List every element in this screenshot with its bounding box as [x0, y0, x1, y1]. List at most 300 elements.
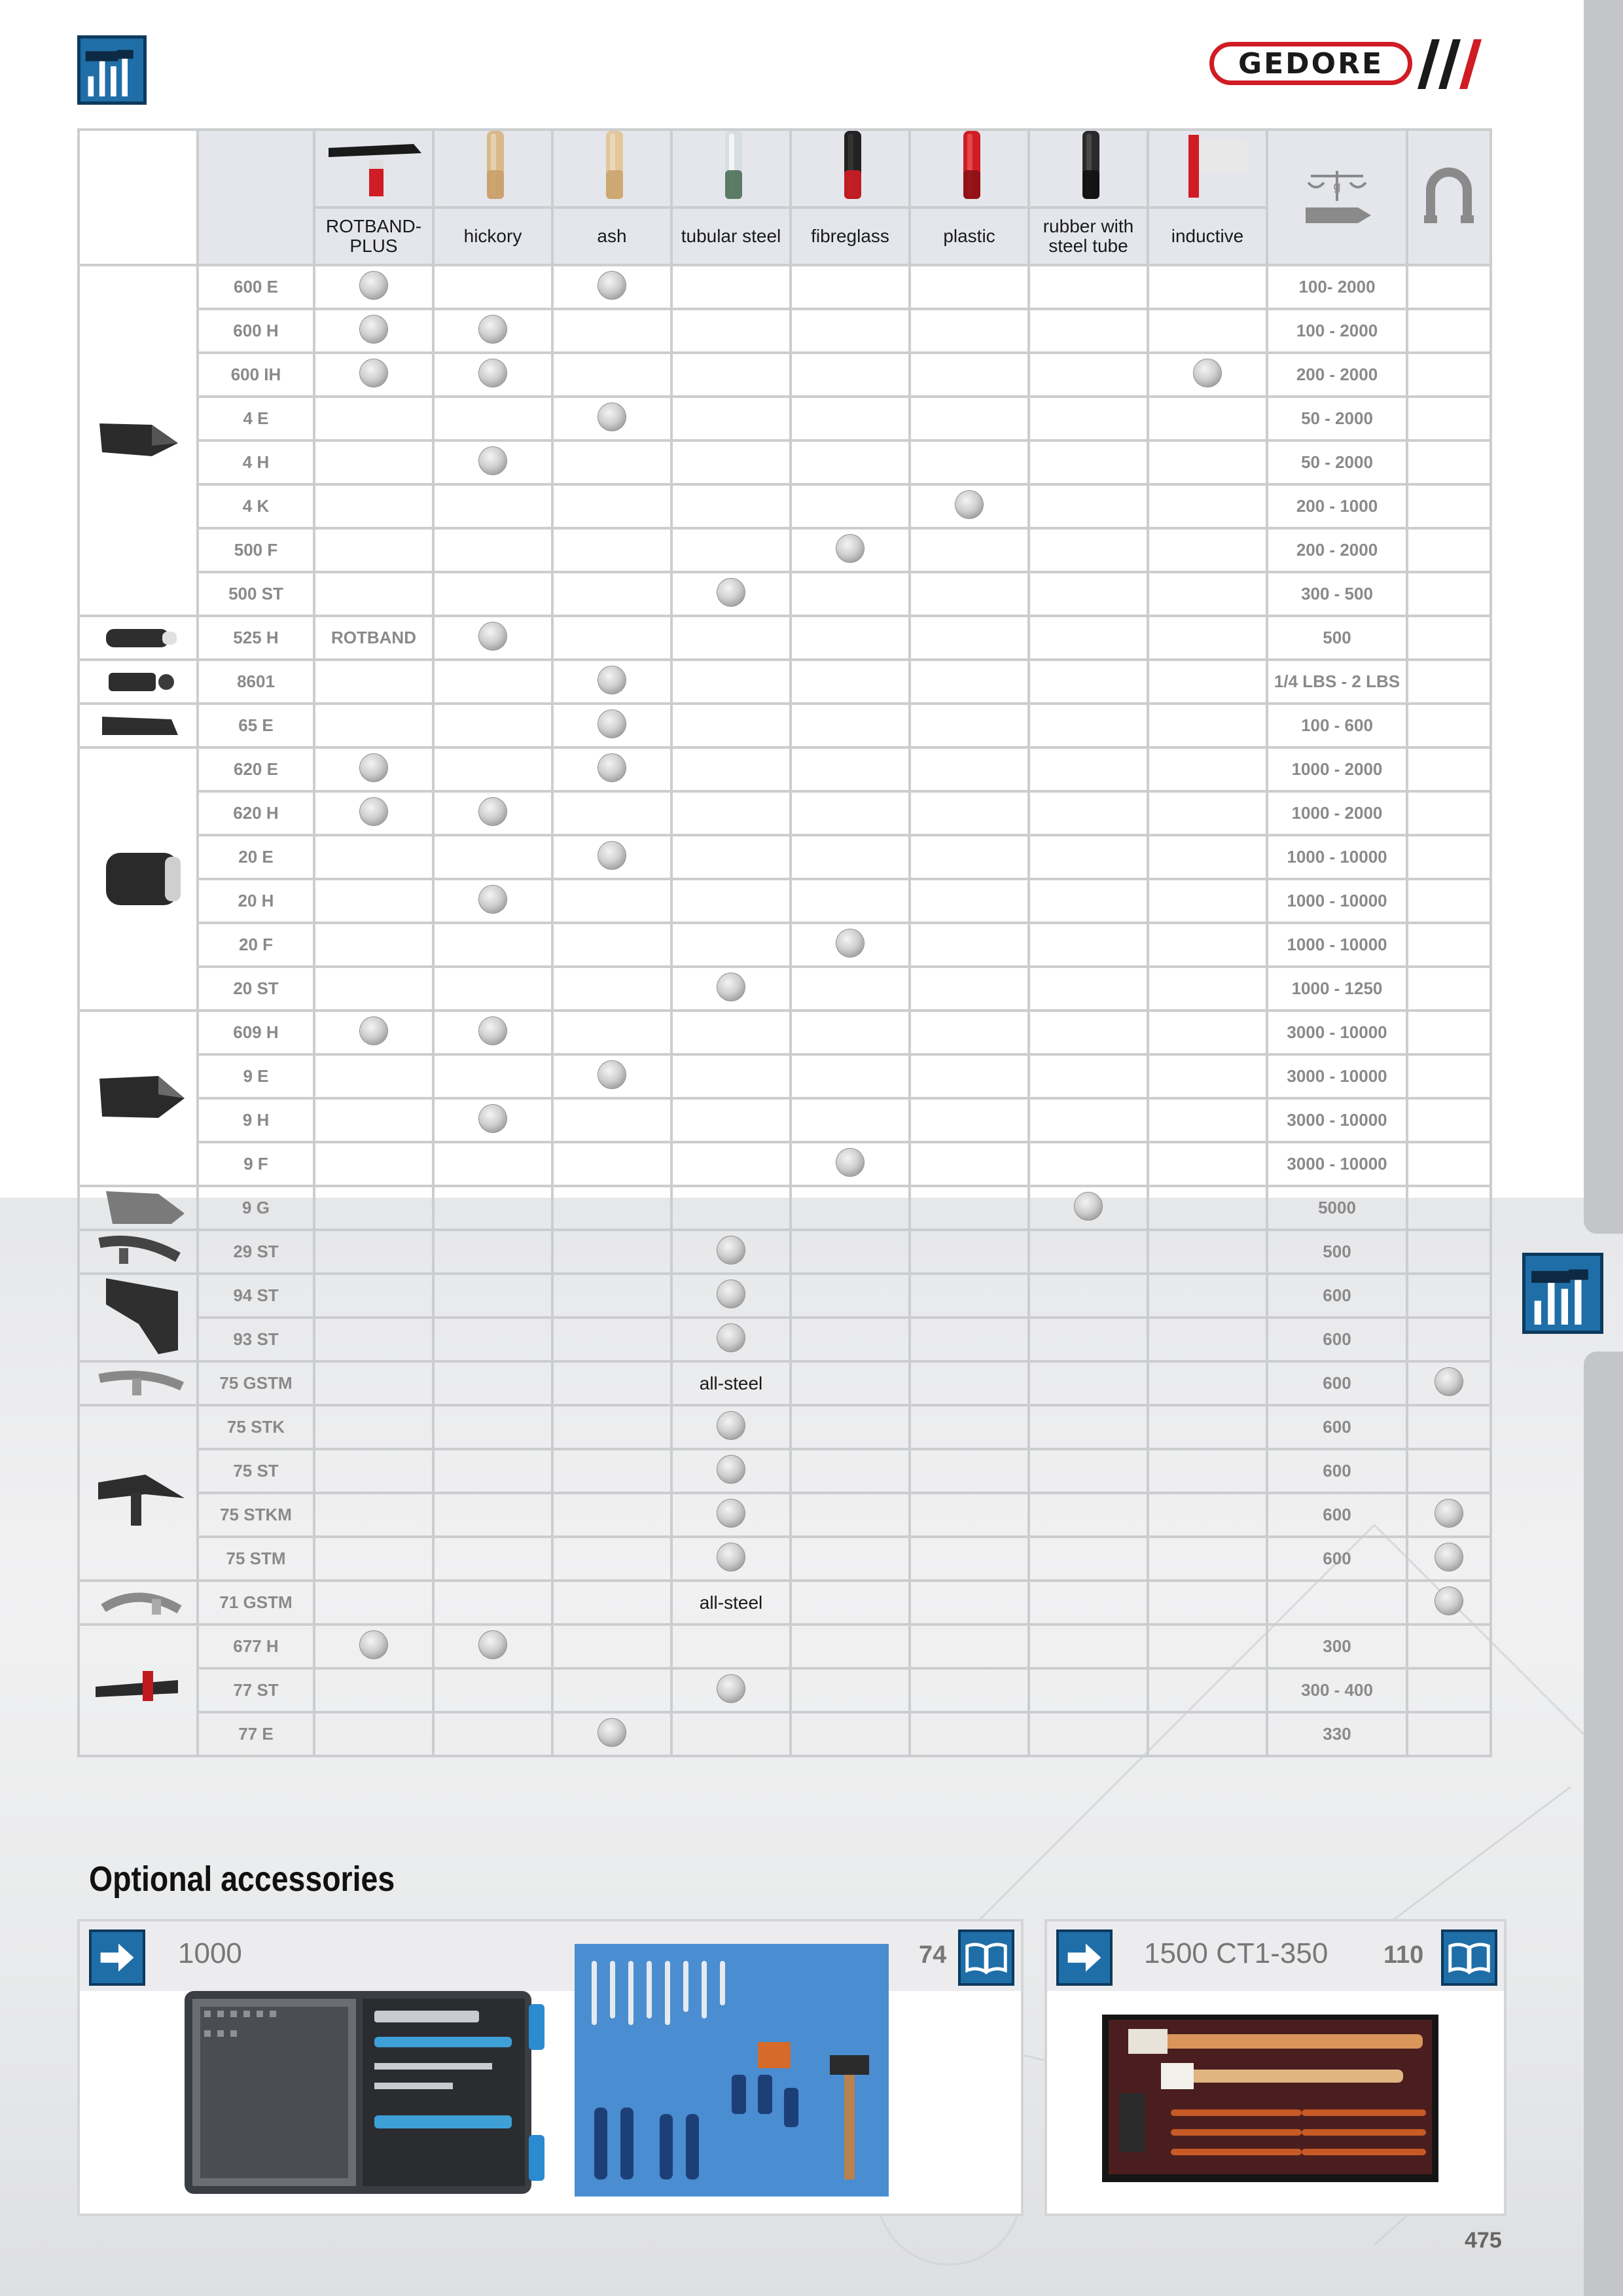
product-code: 525 H	[198, 616, 314, 660]
availability-dot	[598, 666, 626, 694]
availability-cell	[791, 1142, 910, 1186]
availability-cell	[1029, 616, 1148, 660]
product-code: 9 H	[198, 1098, 314, 1142]
hammer-category-icon	[77, 35, 147, 105]
weight-range: 200 - 2000	[1267, 353, 1407, 397]
page-number: 475	[1465, 2228, 1502, 2253]
header-code-cell	[198, 130, 314, 265]
availability-dot	[717, 579, 745, 606]
product-code: 9 F	[198, 1142, 314, 1186]
table-row	[79, 1624, 1491, 1668]
availability-cell	[1148, 484, 1267, 528]
product-code: 609 H	[198, 1011, 314, 1054]
availability-cell	[433, 1493, 552, 1537]
magnet-column-header	[1407, 130, 1491, 265]
availability-cell	[910, 528, 1029, 572]
availability-cell	[791, 484, 910, 528]
availability-cell	[552, 967, 671, 1011]
availability-cell	[552, 440, 671, 484]
availability-cell	[552, 879, 671, 923]
availability-cell	[552, 1011, 671, 1054]
availability-cell	[552, 1142, 671, 1186]
availability-cell	[433, 397, 552, 440]
availability-cell	[433, 704, 552, 747]
availability-cell	[791, 1361, 910, 1405]
tool-set-image	[575, 1944, 889, 2197]
accessory-card-1000[interactable]	[77, 1919, 1024, 2216]
availability-cell	[910, 747, 1029, 791]
availability-cell	[1148, 1668, 1267, 1712]
product-code: 71 GSTM	[198, 1581, 314, 1624]
weight-range: 100- 2000	[1267, 265, 1407, 309]
curved-claw-hammer-image	[79, 1581, 198, 1624]
weight-range: 100 - 600	[1267, 704, 1407, 747]
availability-dot	[836, 1149, 864, 1176]
availability-dot	[360, 272, 387, 299]
header-image-row	[79, 130, 1491, 207]
availability-cell	[671, 309, 791, 353]
availability-cell	[910, 616, 1029, 660]
magnetic-cell	[1407, 704, 1491, 747]
table-row	[79, 1405, 1491, 1449]
availability-dot	[479, 886, 507, 913]
availability-cell	[433, 484, 552, 528]
availability-cell	[791, 616, 910, 660]
availability-cell	[433, 1449, 552, 1493]
availability-cell	[433, 1142, 552, 1186]
pick-hammer-image	[79, 1230, 198, 1274]
availability-cell	[1029, 660, 1148, 704]
availability-cell	[1148, 309, 1267, 353]
availability-cell	[1148, 1142, 1267, 1186]
table-row	[79, 1011, 1491, 1054]
cone-hammer-image	[79, 1186, 198, 1230]
availability-cell	[552, 1230, 671, 1274]
availability-cell	[671, 1581, 791, 1624]
availability-cell	[1148, 1712, 1267, 1756]
availability-cell	[552, 1537, 671, 1581]
product-code: 75 GSTM	[198, 1361, 314, 1405]
availability-dot	[479, 447, 507, 475]
availability-cell	[314, 572, 433, 616]
availability-cell	[552, 1449, 671, 1493]
availability-cell	[671, 1537, 791, 1581]
availability-cell	[314, 1581, 433, 1624]
availability-cell	[791, 1054, 910, 1098]
product-code: 677 H	[198, 1624, 314, 1668]
availability-cell	[433, 923, 552, 967]
availability-cell	[433, 1054, 552, 1098]
availability-cell	[552, 616, 671, 660]
availability-cell	[910, 572, 1029, 616]
availability-cell	[910, 1581, 1029, 1624]
magnetic-cell	[1407, 1449, 1491, 1493]
availability-cell	[433, 1098, 552, 1142]
availability-cell	[671, 265, 791, 309]
handle-material-image	[910, 130, 1029, 207]
catalog-book-icon[interactable]	[958, 1929, 1014, 1986]
availability-cell	[314, 1405, 433, 1449]
weight-range: 3000 - 10000	[1267, 1011, 1407, 1054]
availability-cell	[671, 1668, 791, 1712]
availability-cell	[1148, 923, 1267, 967]
availability-cell	[1148, 1449, 1267, 1493]
availability-cell	[552, 1581, 671, 1624]
availability-dot	[717, 1499, 745, 1527]
availability-cell	[910, 1230, 1029, 1274]
availability-cell	[910, 1361, 1029, 1405]
product-code: 9 G	[198, 1186, 314, 1230]
availability-cell	[671, 1274, 791, 1318]
product-code: 20 H	[198, 879, 314, 923]
availability-dot	[955, 491, 983, 518]
availability-cell	[552, 923, 671, 967]
product-code: 75 ST	[198, 1449, 314, 1493]
availability-cell	[1029, 353, 1148, 397]
table-row	[79, 835, 1491, 879]
table-row	[79, 1712, 1491, 1756]
availability-cell	[314, 835, 433, 879]
magnetic-dot	[1435, 1543, 1463, 1571]
availability-cell	[1029, 967, 1148, 1011]
weight-range: 3000 - 10000	[1267, 1098, 1407, 1142]
weight-range: 200 - 1000	[1267, 484, 1407, 528]
availability-cell	[314, 923, 433, 967]
availability-cell	[791, 1098, 910, 1142]
accessory-code: 1500 CT1-350	[1144, 1937, 1329, 1969]
availability-dot	[836, 929, 864, 957]
availability-cell	[1029, 1537, 1148, 1581]
availability-cell	[1148, 397, 1267, 440]
product-code: 77 E	[198, 1712, 314, 1756]
availability-cell	[314, 1098, 433, 1142]
availability-cell	[1148, 747, 1267, 791]
handle-note: ROTBAND	[331, 628, 416, 647]
weight-range: 1000 - 10000	[1267, 923, 1407, 967]
availability-cell	[314, 1449, 433, 1493]
magnetic-cell	[1407, 1581, 1491, 1624]
handle-material-image	[552, 130, 671, 207]
magnetic-cell	[1407, 1624, 1491, 1668]
scale-icon	[1298, 156, 1376, 235]
weight-range: 600	[1267, 1274, 1407, 1318]
weight-range: 1000 - 10000	[1267, 835, 1407, 879]
availability-cell	[1148, 660, 1267, 704]
availability-cell	[433, 309, 552, 353]
availability-dot	[717, 973, 745, 1001]
availability-cell	[671, 1712, 791, 1756]
magnetic-cell	[1407, 967, 1491, 1011]
availability-cell	[1148, 528, 1267, 572]
availability-cell	[1148, 265, 1267, 309]
availability-cell	[314, 1712, 433, 1756]
availability-cell	[314, 1668, 433, 1712]
availability-cell	[552, 835, 671, 879]
availability-cell	[433, 1581, 552, 1624]
availability-cell	[671, 484, 791, 528]
table-row	[79, 1054, 1491, 1098]
availability-cell	[791, 528, 910, 572]
availability-cell	[791, 1493, 910, 1537]
handle-material-label: rubber with steel tube	[1029, 207, 1148, 265]
availability-cell	[314, 1537, 433, 1581]
availability-cell	[314, 1054, 433, 1098]
product-code: 4 E	[198, 397, 314, 440]
axe-hammer-image	[79, 1274, 198, 1361]
availability-cell	[314, 1142, 433, 1186]
availability-cell	[433, 572, 552, 616]
availability-dot	[360, 1017, 387, 1045]
table-row	[79, 440, 1491, 484]
handle-material-label: ROTBAND-PLUS	[314, 207, 433, 265]
availability-cell	[1029, 1668, 1148, 1712]
weight-range: 500	[1267, 1230, 1407, 1274]
magnetic-cell	[1407, 1054, 1491, 1098]
product-code: 20 E	[198, 835, 314, 879]
availability-cell	[552, 1493, 671, 1537]
availability-cell	[433, 1274, 552, 1318]
availability-cell	[910, 309, 1029, 353]
availability-cell	[1029, 835, 1148, 879]
availability-cell	[1029, 440, 1148, 484]
product-code: 600 H	[198, 309, 314, 353]
availability-dot	[717, 1236, 745, 1264]
availability-cell	[910, 484, 1029, 528]
magnetic-cell	[1407, 484, 1491, 528]
availability-cell	[314, 791, 433, 835]
availability-cell	[791, 879, 910, 923]
product-code: 94 ST	[198, 1274, 314, 1318]
availability-cell	[1148, 1493, 1267, 1537]
table-row	[79, 879, 1491, 923]
product-code: 77 ST	[198, 1668, 314, 1712]
accessory-page-ref: 110	[1383, 1941, 1424, 1969]
availability-cell	[671, 923, 791, 967]
weight-range: 1000 - 2000	[1267, 791, 1407, 835]
weight-range: 600	[1267, 1405, 1407, 1449]
availability-cell	[910, 1712, 1029, 1756]
magnetic-cell	[1407, 879, 1491, 923]
catalog-book-icon[interactable]	[1441, 1929, 1497, 1986]
handle-material-label: hickory	[433, 207, 552, 265]
arrow-right-icon[interactable]	[1056, 1929, 1113, 1986]
availability-cell	[433, 1186, 552, 1230]
handle-material-label: fibreglass	[791, 207, 910, 265]
availability-cell	[1029, 1449, 1148, 1493]
availability-cell	[314, 1493, 433, 1537]
table-row	[79, 1361, 1491, 1405]
availability-dot	[717, 1412, 745, 1439]
ball-pein-hammer-image	[79, 660, 198, 704]
availability-cell	[791, 660, 910, 704]
availability-cell	[1029, 704, 1148, 747]
availability-cell	[910, 1318, 1029, 1361]
svg-text:g: g	[1333, 179, 1341, 194]
availability-cell	[1148, 791, 1267, 835]
availability-cell	[671, 660, 791, 704]
arrow-right-icon[interactable]	[89, 1929, 145, 1986]
availability-cell	[314, 616, 433, 660]
handle-note: all-steel	[699, 1592, 763, 1613]
availability-cell	[910, 660, 1029, 704]
availability-cell	[671, 616, 791, 660]
magnetic-cell	[1407, 747, 1491, 791]
availability-dot	[479, 315, 507, 343]
table-row	[79, 1537, 1491, 1581]
product-code: 500 F	[198, 528, 314, 572]
weight-range: 600	[1267, 1361, 1407, 1405]
availability-cell	[314, 1230, 433, 1274]
availability-cell	[1029, 879, 1148, 923]
availability-cell	[791, 1537, 910, 1581]
availability-cell	[1029, 923, 1148, 967]
availability-cell	[314, 704, 433, 747]
weight-range: 1/4 LBS - 2 LBS	[1267, 660, 1407, 704]
magnetic-cell	[1407, 660, 1491, 704]
handle-material-label: plastic	[910, 207, 1029, 265]
magnetic-cell	[1407, 309, 1491, 353]
availability-cell	[552, 791, 671, 835]
availability-cell	[671, 397, 791, 440]
weight-range: 1000 - 1250	[1267, 967, 1407, 1011]
availability-cell	[910, 1449, 1029, 1493]
product-code: 65 E	[198, 704, 314, 747]
availability-cell	[671, 1449, 791, 1493]
table-row	[79, 791, 1491, 835]
availability-dot	[598, 403, 626, 431]
availability-cell	[1029, 528, 1148, 572]
availability-cell	[552, 1405, 671, 1449]
table-row	[79, 747, 1491, 791]
availability-dot	[717, 1543, 745, 1571]
magnetic-dot	[1435, 1499, 1463, 1527]
accessory-card-1500-ct1-350[interactable]	[1044, 1919, 1507, 2216]
availability-cell	[671, 747, 791, 791]
availability-cell	[910, 1186, 1029, 1230]
availability-dot	[360, 1631, 387, 1659]
availability-cell	[433, 879, 552, 923]
availability-cell	[552, 528, 671, 572]
availability-cell	[552, 1274, 671, 1318]
availability-cell	[314, 1318, 433, 1361]
availability-cell	[1029, 1581, 1148, 1624]
availability-cell	[1148, 1361, 1267, 1405]
availability-cell	[910, 1668, 1029, 1712]
availability-cell	[671, 1318, 791, 1361]
availability-cell	[1148, 704, 1267, 747]
availability-cell	[1148, 353, 1267, 397]
availability-dot	[717, 1280, 745, 1308]
weight-range: 1000 - 10000	[1267, 879, 1407, 923]
availability-cell	[910, 1624, 1029, 1668]
product-code: 600 IH	[198, 353, 314, 397]
product-code: 75 STKM	[198, 1493, 314, 1537]
handle-material-image	[433, 130, 552, 207]
product-code: 20 ST	[198, 967, 314, 1011]
availability-cell	[791, 1186, 910, 1230]
header-empty-cell	[79, 130, 198, 265]
weight-range: 50 - 2000	[1267, 440, 1407, 484]
availability-cell	[552, 397, 671, 440]
weight-range: 600	[1267, 1537, 1407, 1581]
weight-range: 300	[1267, 1624, 1407, 1668]
availability-cell	[433, 967, 552, 1011]
availability-dot	[598, 1061, 626, 1088]
availability-cell	[1148, 1405, 1267, 1449]
brand-logo-pill	[1209, 42, 1412, 85]
availability-cell	[910, 1098, 1029, 1142]
table-row	[79, 528, 1491, 572]
magnetic-cell	[1407, 1668, 1491, 1712]
availability-cell	[433, 265, 552, 309]
availability-cell	[910, 879, 1029, 923]
availability-cell	[671, 967, 791, 1011]
availability-cell	[910, 1405, 1029, 1449]
weight-range: 500	[1267, 616, 1407, 660]
table-row	[79, 1581, 1491, 1624]
availability-cell	[433, 616, 552, 660]
availability-cell	[552, 353, 671, 397]
availability-cell	[1148, 1098, 1267, 1142]
availability-cell	[314, 1186, 433, 1230]
table-row	[79, 967, 1491, 1011]
availability-cell	[671, 528, 791, 572]
weight-column-header	[1267, 130, 1407, 265]
hammer-category-tab-icon[interactable]	[1522, 1253, 1603, 1334]
magnetic-cell	[1407, 1318, 1491, 1361]
availability-dot	[598, 754, 626, 781]
availability-cell	[671, 1186, 791, 1230]
product-code: 4 K	[198, 484, 314, 528]
table-row	[79, 572, 1491, 616]
club-hammer-image	[79, 747, 198, 1011]
sidebar-tab-bottom	[1584, 1352, 1623, 2296]
availability-cell	[314, 265, 433, 309]
sledge-hammer-image	[79, 1011, 198, 1186]
availability-cell	[1148, 1011, 1267, 1054]
availability-dot	[479, 1105, 507, 1132]
availability-cell	[910, 923, 1029, 967]
availability-cell	[791, 1230, 910, 1274]
availability-cell	[791, 1624, 910, 1668]
availability-cell	[433, 1712, 552, 1756]
availability-cell	[1148, 1230, 1267, 1274]
availability-cell	[671, 1405, 791, 1449]
availability-cell	[791, 1318, 910, 1361]
availability-cell	[433, 1318, 552, 1361]
availability-dot	[360, 359, 387, 387]
magnetic-cell	[1407, 1537, 1491, 1581]
availability-cell	[1029, 1624, 1148, 1668]
small-hammer-image	[79, 704, 198, 747]
claw-hammer-image	[79, 1361, 198, 1405]
availability-cell	[552, 265, 671, 309]
accessory-page-ref: 74	[919, 1941, 947, 1969]
availability-cell	[314, 747, 433, 791]
availability-cell	[1029, 1274, 1148, 1318]
availability-cell	[671, 1361, 791, 1405]
magnetic-cell	[1407, 835, 1491, 879]
optional-accessories-title: Optional accessories	[89, 1859, 395, 1899]
availability-cell	[1148, 1624, 1267, 1668]
weight-range: 50 - 2000	[1267, 397, 1407, 440]
accessory-code: 1000	[178, 1937, 242, 1969]
availability-cell	[314, 528, 433, 572]
availability-cell	[791, 835, 910, 879]
weight-range: 3000 - 10000	[1267, 1054, 1407, 1098]
availability-cell	[791, 1405, 910, 1449]
magnetic-cell	[1407, 1361, 1491, 1405]
